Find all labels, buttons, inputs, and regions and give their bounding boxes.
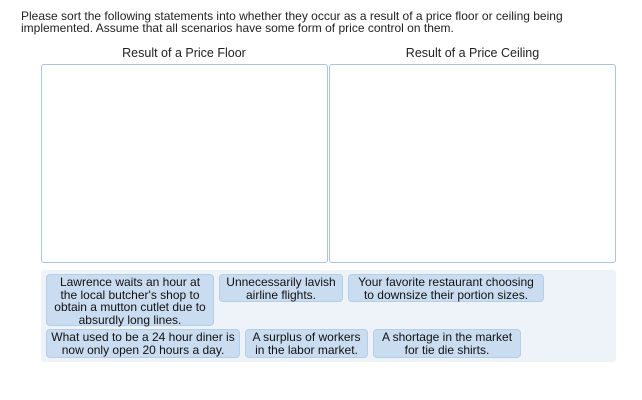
statement-card[interactable] (373, 329, 521, 358)
price-ceiling-dropzone[interactable] (329, 64, 616, 263)
statement-card[interactable] (348, 274, 544, 302)
statement-card[interactable] (245, 329, 368, 358)
instructions-text: Please sort the following statements into whether they occur as a result of a price floor or ceiling being implemented. Assume that all scenarios have some form of price control on them. (21, 9, 563, 35)
statement-card-text: Your favorite restaurant choosing to downsize their portion sizes. (358, 275, 534, 302)
price-ceiling-header: Result of a Price Ceiling (405, 46, 540, 60)
statement-card[interactable] (219, 274, 343, 302)
statement-card-text: What used to be a 24 hour diner is now only open 20 hours a day. (51, 330, 235, 357)
statement-card[interactable] (46, 329, 240, 358)
statement-card[interactable] (46, 274, 214, 326)
statement-card-text: A surplus of workers in the labor market. (252, 330, 361, 357)
statement-card-text: Unnecessarily lavish airline flights. (226, 275, 336, 302)
statement-card-text: A shortage in the market for tie die shirts. (381, 330, 513, 357)
price-floor-header: Result of a Price Floor (122, 46, 246, 60)
statement-card-text: Lawrence waits an hour at the local butcher's shop to obtain a mutton cutlet due to absurdly long lines. (54, 275, 206, 327)
price-floor-dropzone[interactable] (41, 64, 328, 263)
